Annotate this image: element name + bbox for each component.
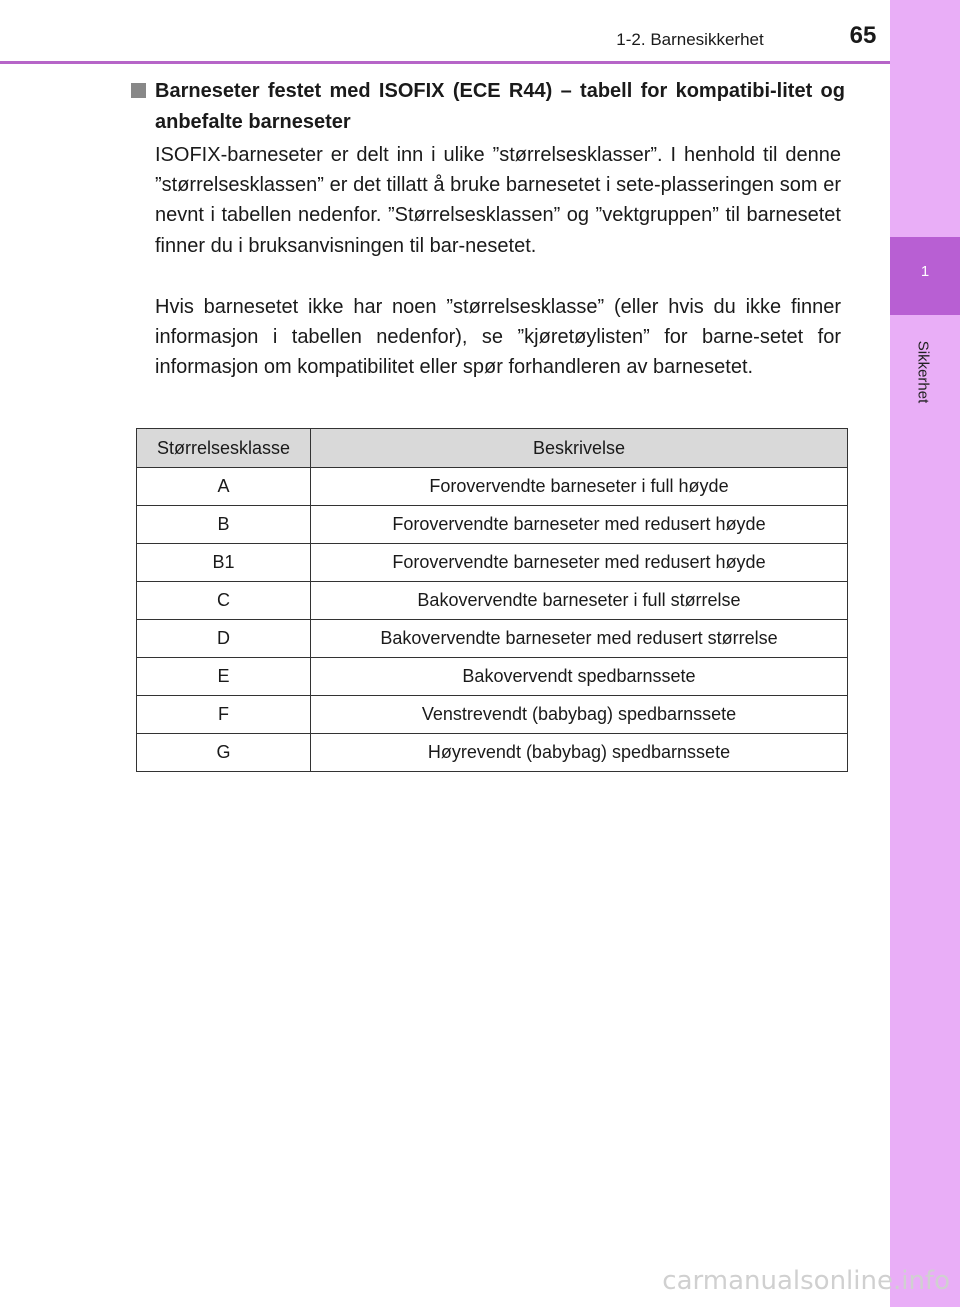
table-row [137, 696, 848, 734]
size-class-table [136, 428, 848, 772]
size-class-cell: G [137, 734, 311, 772]
description-cell: Forovervendte barneseter i full høyde [311, 468, 848, 506]
column-header-size-class: Størrelsesklasse [137, 429, 311, 468]
section-title: 1-2. Barnesikkerhet [616, 30, 764, 49]
description-cell: Forovervendte barneseter med redusert høyde [311, 544, 848, 582]
description-cell: Bakovervendte barneseter med redusert størrelse [311, 620, 848, 658]
body-paragraph-1: ISOFIX-barneseter er delt inn i ulike ”størrelsesklasser”. I henhold til denne ”størrelsesklassen” er det tillatt å bruke barnesetet i sete-plasseringen som er nevnt i tabellen nedenfor. ”Størrelsesklassen” og ”vektgruppen” til barnesetet finner du i bruksanvisningen til bar-nesetet. [155, 144, 841, 257]
description-cell: Bakovervendte barneseter i full størrelse [311, 582, 848, 620]
square-bullet-icon [131, 83, 146, 98]
section-heading: Barneseter festet med ISOFIX (ECE R44) – tabell for kompatibi-litet og anbefalte barneseter [155, 80, 845, 133]
header-divider [0, 61, 890, 64]
description-cell: Forovervendte barneseter med redusert høyde [311, 506, 848, 544]
size-class-cell: B [137, 506, 311, 544]
table-row [137, 506, 848, 544]
size-class-cell: A [137, 468, 311, 506]
size-class-cell: E [137, 658, 311, 696]
side-tab [890, 0, 960, 1307]
description-cell: Bakovervendt spedbarnssete [311, 658, 848, 696]
size-class-cell: B1 [137, 544, 311, 582]
size-class-cell: C [137, 582, 311, 620]
table-row [137, 620, 848, 658]
table-row [137, 544, 848, 582]
chapter-name: Sikkerhet [914, 340, 932, 404]
watermark: carmanualsonline.info [662, 1266, 950, 1296]
table-row [137, 658, 848, 696]
description-cell: Venstrevendt (babybag) spedbarnssete [311, 696, 848, 734]
size-class-cell: F [137, 696, 311, 734]
size-class-cell: D [137, 620, 311, 658]
page-number: 65 [849, 22, 877, 49]
table-header-row [137, 429, 848, 468]
table-row [137, 582, 848, 620]
body-paragraph-2: Hvis barnesetet ikke har noen ”størrelsesklasse” (eller hvis du ikke finner informasjon i tabellen nedenfor), se ”kjøretøylisten” for barne-setet for informasjon om kompatibilitet eller spør forhandleren av barnesetet. [155, 296, 841, 379]
chapter-number: 1 [920, 263, 930, 280]
table-row [137, 734, 848, 772]
table-row [137, 468, 848, 506]
description-cell: Høyrevendt (babybag) spedbarnssete [311, 734, 848, 772]
column-header-description: Beskrivelse [311, 429, 848, 468]
